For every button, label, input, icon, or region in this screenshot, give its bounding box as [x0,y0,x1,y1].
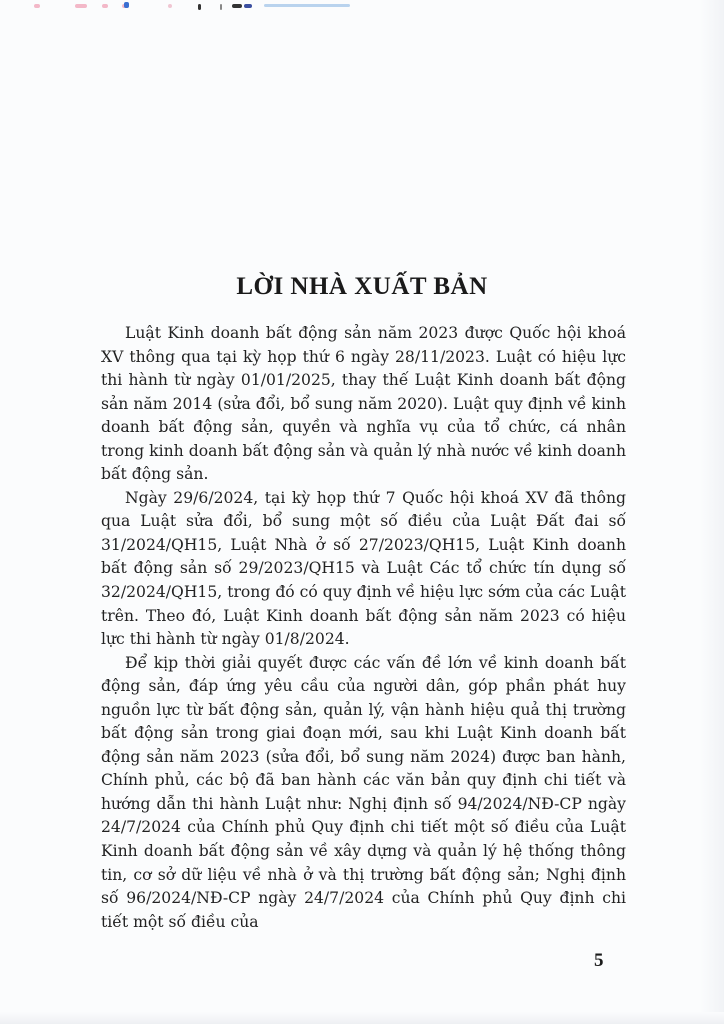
scan-mark [198,4,201,10]
page-edge-shadow [700,0,724,1024]
scan-mark [75,4,87,8]
body-text [101,322,626,934]
scan-artifacts [30,2,450,12]
scan-mark [34,4,40,8]
page-number: 5 [594,950,604,971]
scan-mark [102,4,108,8]
page-bottom-shadow [0,1012,724,1024]
paragraph: Để kịp thời giải quyết được các vấn đề lớn về kinh doanh bất động sản, đáp ứng yêu cầu của người dân, góp phần phát huy nguồn lực từ bất động sản, quản lý, vận hành hiệu quả thị trường bất động sản trong giai đoạn mới, sau khi Luật Kinh doanh bất động sản năm 2023 (sửa đổi, bổ sung năm 2024) được ban hành, Chính phủ, các bộ đã ban hành các văn bản quy định chi tiết và hướng dẫn thi hành Luật như: Nghị định số 94/2024/NĐ-CP ngày 24/7/2024 của Chính phủ Quy định chi tiết một số điều của Luật Kinh doanh bất động sản về xây dựng và quản lý hệ thống thông tin, cơ sở dữ liệu về nhà ở và thị trường bất động sản; Nghị định số 96/2024/NĐ-CP ngày 24/7/2024 của Chính phủ Quy định chi tiết một số điều của [101,653,626,931]
scan-mark [264,4,350,7]
page-title: LỜI NHÀ XUẤT BẢN [236,272,488,300]
paragraph: Luật Kinh doanh bất động sản năm 2023 được Quốc hội khoá XV thông qua tại kỳ họp thứ 6 ngày 28/11/2023. Luật có hiệu lực thi hành từ ngày 01/01/2025, thay thế Luật Kinh doanh bất động sản năm 2014 (sửa đổi, bổ sung năm 2020). Luật quy định về kinh doanh bất động sản, quyền và nghĩa vụ của tổ chức, cá nhân trong kinh doanh bất động sản và quản lý nhà nước về kinh doanh bất động sản. [101,324,626,484]
scan-mark [124,2,129,8]
paragraph: Ngày 29/6/2024, tại kỳ họp thứ 7 Quốc hội khoá XV đã thông qua Luật sửa đổi, bổ sung một số điều của Luật Đất đai số 31/2024/QH15, Luật Nhà ở số 27/2023/QH15, Luật Kinh doanh bất động sản số 29/2023/QH15 và Luật Các tổ chức tín dụng số 32/2024/QH15, trong đó có quy định về hiệu lực sớm của các Luật trên. Theo đó, Luật Kinh doanh bất động sản năm 2023 có hiệu lực thi hành từ ngày 01/8/2024. [101,488,626,649]
scan-mark [232,4,242,8]
scan-mark [244,4,252,8]
scan-mark [168,4,172,8]
scan-mark [220,4,222,10]
